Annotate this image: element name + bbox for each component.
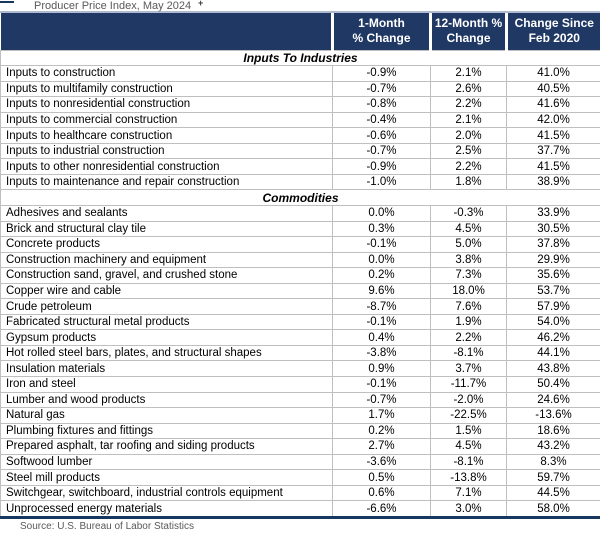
value-cell: 0.0% [333, 252, 431, 268]
value-cell: 2.0% [431, 128, 507, 144]
row-label: Crude petroleum [1, 299, 333, 315]
table-row [1, 174, 600, 190]
row-label: Inputs to nonresidential construction [1, 97, 333, 113]
value-cell: 1.7% [333, 408, 431, 424]
header-cell-blank [1, 13, 333, 50]
row-label: Plumbing fixtures and fittings [1, 423, 333, 439]
row-label: Inputs to healthcare construction [1, 128, 333, 144]
value-cell: -0.4% [333, 112, 431, 128]
row-label: Steel mill products [1, 470, 333, 486]
row-label: Inputs to construction [1, 66, 333, 82]
value-cell: -0.1% [333, 314, 431, 330]
value-cell: 30.5% [507, 221, 600, 237]
value-cell: 5.0% [431, 237, 507, 253]
value-cell: 37.7% [507, 143, 600, 159]
value-cell: 0.2% [333, 423, 431, 439]
value-cell: 0.0% [333, 205, 431, 221]
table-row [1, 81, 600, 97]
table-row [1, 66, 600, 82]
value-cell: 0.4% [333, 330, 431, 346]
value-cell: 2.1% [431, 66, 507, 82]
table-row [1, 283, 600, 299]
table-header [1, 13, 600, 50]
row-label: Gypsum products [1, 330, 333, 346]
value-cell: 3.0% [431, 501, 507, 518]
value-cell: 57.9% [507, 299, 600, 315]
row-label: Hot rolled steel bars, plates, and structural shapes [1, 345, 333, 361]
row-label: Construction machinery and equipment [1, 252, 333, 268]
row-label: Iron and steel [1, 376, 333, 392]
table-row [1, 408, 600, 424]
row-label: Adhesives and sealants [1, 205, 333, 221]
value-cell: 54.0% [507, 314, 600, 330]
value-cell: 46.2% [507, 330, 600, 346]
value-cell: -1.0% [333, 174, 431, 190]
value-cell: 2.2% [431, 330, 507, 346]
table-row [1, 361, 600, 377]
value-cell: 44.1% [507, 345, 600, 361]
value-cell: 33.9% [507, 205, 600, 221]
row-label: Inputs to multifamily construction [1, 81, 333, 97]
value-cell: -0.1% [333, 237, 431, 253]
table-row [1, 221, 600, 237]
row-label: Concrete products [1, 237, 333, 253]
row-label: Unprocessed energy materials [1, 501, 333, 518]
value-cell: -0.7% [333, 81, 431, 97]
value-cell: 18.6% [507, 423, 600, 439]
value-cell: 38.9% [507, 174, 600, 190]
section-header-row [1, 50, 600, 66]
header-cell-1: 1-Month % Change [333, 13, 431, 50]
value-cell: 35.6% [507, 268, 600, 284]
value-cell: 2.2% [431, 159, 507, 175]
value-cell: 40.5% [507, 81, 600, 97]
value-cell: -11.7% [431, 376, 507, 392]
value-cell: 8.3% [507, 454, 600, 470]
value-cell: -8.7% [333, 299, 431, 315]
page-title: Producer Price Index, May 2024 [34, 0, 192, 12]
value-cell: 9.6% [333, 283, 431, 299]
table-row [1, 159, 600, 175]
value-cell: -13.8% [431, 470, 507, 486]
value-cell: 2.7% [333, 439, 431, 455]
value-cell: -6.6% [333, 501, 431, 518]
outline-plus-icon: + [198, 0, 204, 8]
value-cell: 2.1% [431, 112, 507, 128]
value-cell: -0.6% [333, 128, 431, 144]
value-cell: 24.6% [507, 392, 600, 408]
value-cell: 7.6% [431, 299, 507, 315]
row-label: Copper wire and cable [1, 283, 333, 299]
value-cell: 0.9% [333, 361, 431, 377]
value-cell: -0.9% [333, 66, 431, 82]
value-cell: -0.7% [333, 392, 431, 408]
table-row [1, 252, 600, 268]
table-row [1, 470, 600, 486]
value-cell: 41.6% [507, 97, 600, 113]
value-cell: -13.6% [507, 408, 600, 424]
value-cell: -3.8% [333, 345, 431, 361]
section-title: Commodities [1, 190, 600, 206]
header-cell-2: 12-Month % Change [431, 13, 507, 50]
value-cell: 4.5% [431, 439, 507, 455]
value-cell: 0.3% [333, 221, 431, 237]
table-row [1, 330, 600, 346]
value-cell: 59.7% [507, 470, 600, 486]
table-row [1, 439, 600, 455]
value-cell: 43.8% [507, 361, 600, 377]
top-left-tick [0, 1, 14, 3]
table-row [1, 205, 600, 221]
value-cell: 41.5% [507, 159, 600, 175]
value-cell: -22.5% [431, 408, 507, 424]
value-cell: 50.4% [507, 376, 600, 392]
row-label: Softwood lumber [1, 454, 333, 470]
table-row [1, 97, 600, 113]
value-cell: 3.8% [431, 252, 507, 268]
row-label: Brick and structural clay tile [1, 221, 333, 237]
row-label: Inputs to maintenance and repair construction [1, 174, 333, 190]
value-cell: 1.8% [431, 174, 507, 190]
table-row [1, 345, 600, 361]
table-row [1, 314, 600, 330]
table-row [1, 423, 600, 439]
value-cell: -0.8% [333, 97, 431, 113]
table-row [1, 392, 600, 408]
row-label: Insulation materials [1, 361, 333, 377]
table-row [1, 268, 600, 284]
table-row [1, 485, 600, 501]
row-label: Lumber and wood products [1, 392, 333, 408]
table-row [1, 454, 600, 470]
value-cell: 0.6% [333, 485, 431, 501]
row-label: Inputs to industrial construction [1, 143, 333, 159]
value-cell: 44.5% [507, 485, 600, 501]
value-cell: 18.0% [431, 283, 507, 299]
value-cell: 1.5% [431, 423, 507, 439]
section-header-row [1, 190, 600, 206]
row-label: Natural gas [1, 408, 333, 424]
table-row [1, 376, 600, 392]
source-note: Source: U.S. Bureau of Labor Statistics [20, 520, 194, 532]
value-cell: -0.9% [333, 159, 431, 175]
row-label: Inputs to commercial construction [1, 112, 333, 128]
value-cell: 3.7% [431, 361, 507, 377]
value-cell: 41.5% [507, 128, 600, 144]
value-cell: 37.8% [507, 237, 600, 253]
value-cell: 4.5% [431, 221, 507, 237]
value-cell: -8.1% [431, 345, 507, 361]
row-label: Switchgear, switchboard, industrial controls equipment [1, 485, 333, 501]
value-cell: -8.1% [431, 454, 507, 470]
value-cell: 2.6% [431, 81, 507, 97]
table-row [1, 128, 600, 144]
section-title: Inputs To Industries [1, 50, 600, 66]
value-cell: -0.1% [333, 376, 431, 392]
value-cell: 0.2% [333, 268, 431, 284]
table-row [1, 501, 600, 518]
value-cell: 7.1% [431, 485, 507, 501]
table-row [1, 237, 600, 253]
row-label: Fabricated structural metal products [1, 314, 333, 330]
value-cell: 41.0% [507, 66, 600, 82]
value-cell: 43.2% [507, 439, 600, 455]
value-cell: 7.3% [431, 268, 507, 284]
table-row [1, 143, 600, 159]
value-cell: -0.7% [333, 143, 431, 159]
title-bar [0, 0, 600, 13]
ppi-table [0, 13, 600, 519]
row-label: Prepared asphalt, tar roofing and siding products [1, 439, 333, 455]
value-cell: 0.5% [333, 470, 431, 486]
row-label: Inputs to other nonresidential construction [1, 159, 333, 175]
value-cell: -3.6% [333, 454, 431, 470]
value-cell: -2.0% [431, 392, 507, 408]
value-cell: 1.9% [431, 314, 507, 330]
value-cell: 2.5% [431, 143, 507, 159]
table-row [1, 112, 600, 128]
header-cell-3: Change Since Feb 2020 [507, 13, 600, 50]
value-cell: 2.2% [431, 97, 507, 113]
value-cell: 29.9% [507, 252, 600, 268]
row-label: Construction sand, gravel, and crushed stone [1, 268, 333, 284]
value-cell: 42.0% [507, 112, 600, 128]
header-row [1, 13, 600, 50]
value-cell: 58.0% [507, 501, 600, 518]
value-cell: -0.3% [431, 205, 507, 221]
value-cell: 53.7% [507, 283, 600, 299]
table-row [1, 299, 600, 315]
